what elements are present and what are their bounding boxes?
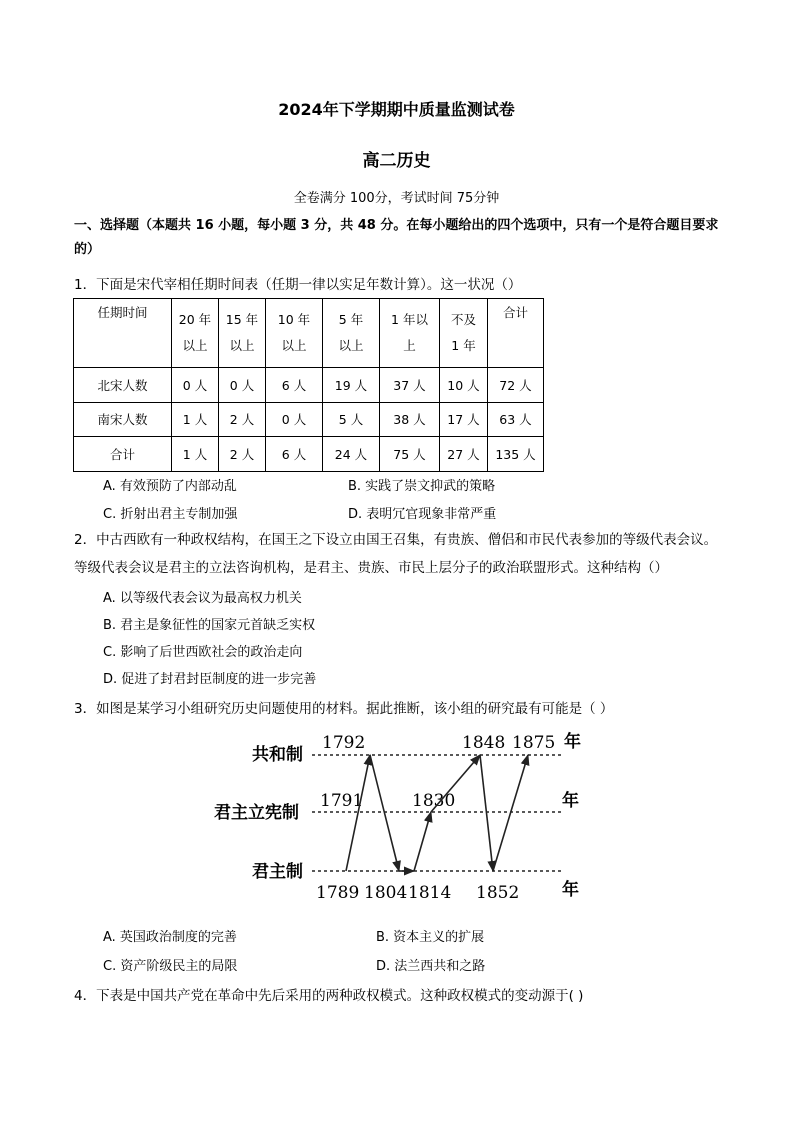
- table-cell: 75 人: [380, 437, 440, 472]
- table-cell: 17 人: [440, 402, 488, 437]
- section-heading: 一、选择题（本题共 16 小题，每小题 3 分，共 48 分。在每小题给出的四个选项中，只有一个是符合题目要求的）: [74, 218, 719, 257]
- header-cell: 不及 1 年: [440, 299, 488, 368]
- year-label: 1852: [476, 883, 520, 903]
- table-cell: 72 人: [488, 368, 544, 403]
- regime-change-figure: [200, 724, 590, 908]
- table-cell: 0 人: [172, 368, 219, 403]
- year-label: 1789: [316, 883, 360, 903]
- table-cell: 37 人: [380, 368, 440, 403]
- table-cell: 南宋人数: [74, 402, 172, 437]
- regime-transition-arrow: [493, 755, 528, 871]
- year-label: 1804: [364, 883, 408, 903]
- header-cell: 1 年以 上: [380, 299, 440, 368]
- exam-note: 全卷满分 100分，考试时间 75分钟: [293, 191, 500, 206]
- regime-transition-arrow: [346, 755, 370, 871]
- header-cell: 任期时间: [74, 299, 172, 368]
- year-label: 1830: [412, 791, 456, 811]
- table-cell: 0 人: [219, 368, 266, 403]
- table-cell: 2 人: [219, 437, 266, 472]
- unit-label: 年: [562, 791, 579, 811]
- q3-option-d[interactable]: D. 法兰西共和之路: [376, 959, 486, 974]
- row-label-monarchy: 君主制: [252, 862, 303, 882]
- table-row: [74, 402, 544, 437]
- table-cell: 2 人: [219, 402, 266, 437]
- row-label-republic: 共和制: [252, 745, 303, 765]
- table-header-row: [74, 299, 544, 368]
- exam-title: 2024年下学期期中质量监测试卷: [278, 100, 515, 119]
- regime-transition-arrow: [431, 755, 480, 812]
- table-row: [74, 368, 544, 403]
- question-4-stem: 4．下表是中国共产党在革命中先后采用的两种政权模式。这种政权模式的变动源于( ): [74, 988, 584, 1004]
- regime-transition-arrow: [370, 755, 399, 871]
- table-cell: 135 人: [488, 437, 544, 472]
- table-cell: 6 人: [266, 368, 323, 403]
- q1-option-d[interactable]: D. 表明冗官现象非常严重: [348, 507, 497, 522]
- table-cell: 38 人: [380, 402, 440, 437]
- table-cell: 19 人: [323, 368, 380, 403]
- year-label: 1792: [322, 733, 366, 753]
- year-label: 1814: [408, 883, 452, 903]
- header-cell: 5 年 以上: [323, 299, 380, 368]
- header-cell: 20 年 以上: [172, 299, 219, 368]
- header-cell: 10 年 以上: [266, 299, 323, 368]
- exam-subject: 高二历史: [362, 151, 431, 171]
- question-2-stem: 2．中古西欧有一种政权结构，在国王之下设立由国王召集，有贵族、僧侣和市民代表参加的等级代表会议。等级代表会议是君主的立法咨询机构，是君主、贵族、市民上层分子的政治联盟形式。这种结构（）: [74, 532, 718, 576]
- row-label-constitutional: 君主立宪制: [214, 803, 299, 823]
- unit-label: 年: [564, 732, 581, 752]
- q3-option-a[interactable]: A. 英国政治制度的完善: [103, 930, 237, 945]
- table-row: [74, 437, 544, 472]
- table-cell: 1 人: [172, 437, 219, 472]
- unit-label: 年: [562, 880, 579, 900]
- year-label: 1848: [462, 733, 506, 753]
- question-1-stem: 1．下面是宋代宰相任期时间表（任期一律以实足年数计算）。这一状况（）: [74, 277, 522, 293]
- q2-option-a[interactable]: A. 以等级代表会议为最高权力机关: [103, 591, 302, 606]
- header-cell: 合计: [488, 299, 544, 368]
- q2-option-b[interactable]: B. 君主是象征性的国家元首缺乏实权: [103, 618, 316, 633]
- table-cell: 合计: [74, 437, 172, 472]
- q3-option-b[interactable]: B. 资本主义的扩展: [376, 930, 485, 945]
- table-cell: 24 人: [323, 437, 380, 472]
- table-cell: 5 人: [323, 402, 380, 437]
- header-cell: 15 年 以上: [219, 299, 266, 368]
- q2-option-c[interactable]: C. 影响了后世西欧社会的政治走向: [103, 645, 303, 660]
- table-cell: 63 人: [488, 402, 544, 437]
- year-label: 1791: [320, 791, 364, 811]
- regime-transition-arrow: [414, 812, 431, 871]
- q1-option-c[interactable]: C. 折射出君主专制加强: [103, 507, 238, 522]
- table-cell: 27 人: [440, 437, 488, 472]
- regime-transition-arrow: [480, 755, 493, 871]
- question-1-table: [73, 298, 544, 472]
- year-label: 1875: [512, 733, 556, 753]
- q1-option-b[interactable]: B. 实践了崇文抑武的策略: [348, 479, 496, 494]
- question-3-stem: 3．如图是某学习小组研究历史问题使用的材料。据此推断，该小组的研究最有可能是（ ）: [74, 701, 614, 717]
- q1-option-a[interactable]: A. 有效预防了内部动乱: [103, 479, 237, 494]
- q3-option-c[interactable]: C. 资产阶级民主的局限: [103, 959, 238, 974]
- table-cell: 10 人: [440, 368, 488, 403]
- table-cell: 北宋人数: [74, 368, 172, 403]
- table-cell: 1 人: [172, 402, 219, 437]
- table-cell: 6 人: [266, 437, 323, 472]
- q2-option-d[interactable]: D. 促进了封君封臣制度的进一步完善: [103, 672, 317, 687]
- regime-path: [346, 755, 528, 871]
- table-cell: 0 人: [266, 402, 323, 437]
